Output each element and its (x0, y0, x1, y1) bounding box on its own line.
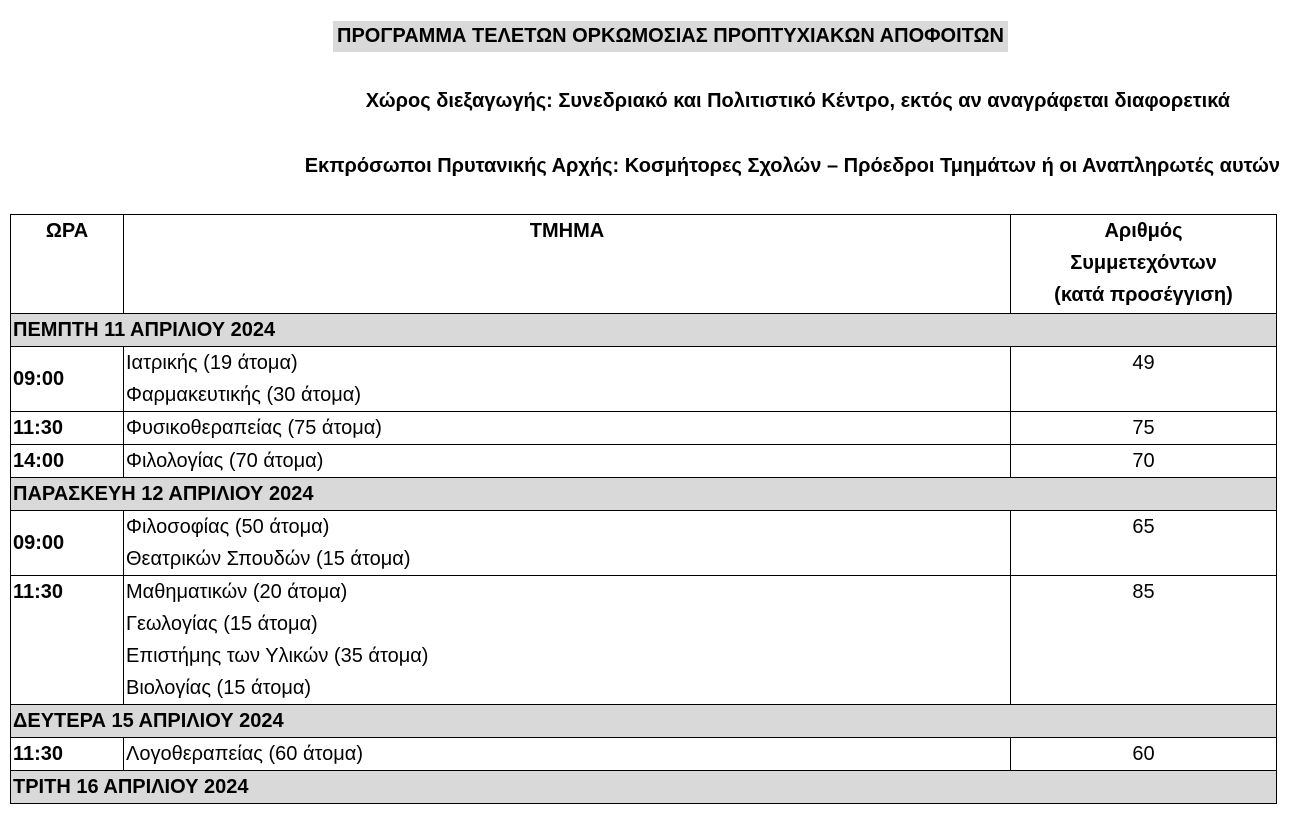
table-header-row (11, 215, 1277, 314)
department-entry: Βιολογίας (15 άτομα) (126, 677, 312, 699)
department-entry: Λογοθεραπείας (60 άτομα) (126, 743, 364, 765)
session-time: 09:00 (11, 347, 124, 412)
representatives-line: Εκπρόσωποι Πρυτανικής Αρχής: Κοσμήτορες Σχολών – Πρόεδροι Τμημάτων ή οι Αναπληρωτές αυτών (304, 155, 1280, 177)
header-count-line2: Συμμετεχόντων (1070, 252, 1217, 274)
day-label: ΤΡΙΤΗ 16 ΑΠΡΙΛΙΟΥ 2024 (11, 771, 1277, 804)
session-count: 60 (1011, 738, 1277, 771)
day-row (11, 478, 1277, 511)
session-departments (124, 445, 1011, 478)
session-departments (124, 738, 1011, 771)
day-row (11, 705, 1277, 738)
session-count: 85 (1011, 576, 1277, 705)
session-time: 11:30 (11, 412, 124, 445)
department-entry: Φαρμακευτικής (30 άτομα) (126, 384, 362, 406)
department-entry: Φιλοσοφίας (50 άτομα) (126, 516, 330, 538)
schedule-table (10, 214, 1277, 804)
document-title: ΠΡΟΓΡΑΜΜΑ ΤΕΛΕΤΩΝ ΟΡΚΩΜΟΣΙΑΣ ΠΡΟΠΤΥΧΙΑΚΩΝ ΑΠΟΦΟΙΤΩΝ (333, 21, 1008, 52)
schedule-body (11, 314, 1277, 804)
session-row (11, 576, 1277, 705)
day-row (11, 314, 1277, 347)
session-departments (124, 511, 1011, 576)
header-count-line1: Αριθμός (1104, 220, 1183, 242)
session-count: 70 (1011, 445, 1277, 478)
header-time: ΩΡΑ (11, 215, 124, 314)
session-time: 09:00 (11, 511, 124, 576)
session-departments (124, 347, 1011, 412)
department-entry: Γεωλογίας (15 άτομα) (126, 613, 318, 635)
department-entry: Θεατρικών Σπουδών (15 άτομα) (126, 548, 411, 570)
day-label: ΠΑΡΑΣΚΕΥΗ 12 ΑΠΡΙΛΙΟΥ 2024 (11, 478, 1277, 511)
session-row (11, 445, 1277, 478)
session-row (11, 511, 1277, 576)
day-label: ΔΕΥΤΕΡΑ 15 ΑΠΡΙΛΙΟΥ 2024 (11, 705, 1277, 738)
day-label: ΠΕΜΠΤΗ 11 ΑΠΡΙΛΙΟΥ 2024 (11, 314, 1277, 347)
header-count-line3: (κατά προσέγγιση) (1054, 284, 1233, 306)
department-entry: Επιστήμης των Υλικών (35 άτομα) (126, 645, 429, 667)
session-row (11, 738, 1277, 771)
session-count: 65 (1011, 511, 1277, 576)
session-time: 14:00 (11, 445, 124, 478)
session-count: 49 (1011, 347, 1277, 412)
session-departments (124, 412, 1011, 445)
day-row (11, 771, 1277, 804)
department-entry: Φυσικοθεραπείας (75 άτομα) (126, 417, 382, 439)
header-department: ΤΜΗΜΑ (124, 215, 1011, 314)
department-entry: Μαθηματικών (20 άτομα) (126, 581, 348, 603)
venue-line: Χώρος διεξαγωγής: Συνεδριακό και Πολιτιστικό Κέντρο, εκτός αν αναγράφεται διαφορετικά (365, 90, 1230, 112)
session-time: 11:30 (11, 738, 124, 771)
session-row (11, 347, 1277, 412)
department-entry: Φιλολογίας (70 άτομα) (126, 450, 324, 472)
session-departments (124, 576, 1011, 705)
session-time: 11:30 (11, 576, 124, 705)
header-count (1011, 215, 1277, 314)
session-count: 75 (1011, 412, 1277, 445)
session-row (11, 412, 1277, 445)
department-entry: Ιατρικής (19 άτομα) (126, 352, 298, 374)
